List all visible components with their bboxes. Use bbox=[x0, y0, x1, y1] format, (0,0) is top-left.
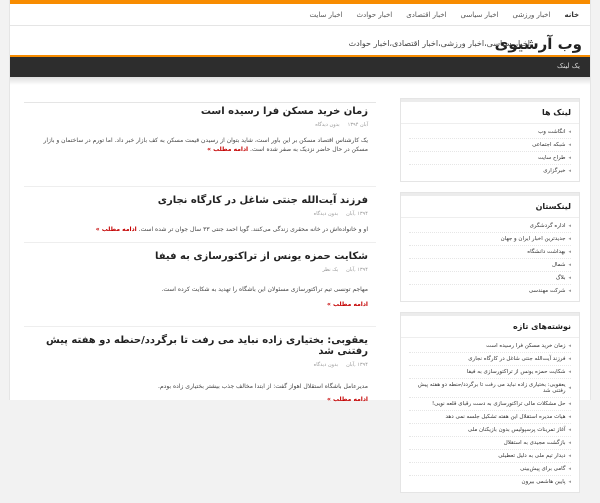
list-item[interactable] bbox=[409, 366, 571, 379]
post-item bbox=[24, 103, 376, 187]
widget-title: نوشته‌های تازه bbox=[401, 316, 579, 338]
arrow-icon: ◂ bbox=[568, 129, 571, 135]
widget-title: لینکستان bbox=[401, 196, 579, 218]
list-item-label: بلاگ bbox=[555, 275, 566, 281]
post-item bbox=[24, 243, 376, 327]
read-more-link[interactable]: ادامه مطلب » bbox=[95, 226, 137, 233]
post-date: ۱۳۹۴ ,آبان bbox=[346, 211, 368, 217]
post-item bbox=[24, 327, 376, 407]
arrow-icon: ◂ bbox=[568, 142, 571, 148]
post-date: ۱۳۹۴ ,آبان bbox=[346, 267, 368, 273]
arrow-icon: ◂ bbox=[568, 168, 571, 174]
nav-shadow bbox=[10, 77, 590, 85]
arrow-icon: ◂ bbox=[568, 155, 571, 161]
widget-title: لینک ها bbox=[401, 102, 579, 124]
list-item-label: بازگشت مجیدی به استقلال bbox=[503, 440, 566, 446]
widget-list bbox=[401, 218, 579, 301]
list-item[interactable] bbox=[409, 272, 571, 285]
mainnav-item-link[interactable]: یک لینک bbox=[556, 62, 580, 70]
widget-linkstan bbox=[400, 192, 580, 302]
post-date: آبان ۱۳۹۴ bbox=[347, 122, 368, 128]
list-item[interactable] bbox=[409, 463, 571, 476]
post-title[interactable]: زمان خرید مسکن فرا رسیده است bbox=[200, 106, 368, 117]
top-nav bbox=[10, 0, 590, 26]
list-item[interactable] bbox=[409, 379, 571, 398]
widget-recent-posts bbox=[400, 312, 580, 493]
post-excerpt-text: یک کارشناس اقتصاد مسکن بر این باور است، شاید بتوان از رسیدن قیمت مسکن به کف بازار خبر داد. اما تورم در ساختمان و بازار مسکن در حال حاضر نزدیک به صفر شده است. bbox=[43, 137, 368, 153]
list-item[interactable] bbox=[409, 165, 571, 177]
post-excerpt bbox=[32, 136, 368, 154]
arrow-icon: ◂ bbox=[568, 385, 571, 391]
list-item-label: حل مشکلات مالی تراکتورسازی به دست رقبای قلعه نویی! bbox=[431, 401, 566, 407]
arrow-icon: ◂ bbox=[568, 427, 571, 433]
post-comments[interactable]: یک نظر bbox=[322, 267, 339, 273]
post-meta bbox=[32, 362, 368, 368]
arrow-icon: ◂ bbox=[568, 236, 571, 242]
list-item-label: پایین هاشمی بیرون bbox=[521, 479, 566, 485]
read-more-row bbox=[32, 300, 368, 309]
list-item-label: اداره گردشگری bbox=[529, 223, 566, 229]
page-wrapper bbox=[9, 0, 591, 485]
topnav-item-incidents[interactable]: اخبار حوادث bbox=[356, 10, 393, 19]
post-date: ۱۳۹۴ ,آبان bbox=[346, 362, 368, 368]
list-item[interactable] bbox=[409, 285, 571, 297]
site-tagline: اخبار سیاسی،اخبار ورزشی،اخبار اقتصادی،اخبار حوادث bbox=[348, 39, 530, 48]
widget-list bbox=[401, 338, 579, 492]
post-excerpt-text: مهاجم تونسی تیم تراکتورسازی مسئولان این باشگاه را تهدید به شکایت کرده است. bbox=[161, 286, 368, 293]
list-item[interactable] bbox=[409, 246, 571, 259]
site-title[interactable]: وب آرشیوی bbox=[494, 35, 582, 53]
arrow-icon: ◂ bbox=[568, 466, 571, 472]
list-item[interactable] bbox=[409, 437, 571, 450]
list-item-label: فرزند آیت‌الله جنتی شاغل در کارگاه نجاری bbox=[468, 356, 566, 362]
sidebar bbox=[400, 98, 580, 503]
post-excerpt-text: مدیرعامل باشگاه استقلال اهواز گفت: از ابتدا مخالف جذب بیشتر بختیاری زاده بودم. bbox=[158, 383, 368, 390]
widget-list bbox=[401, 124, 579, 181]
topnav-item-site[interactable]: اخبار سایت bbox=[309, 10, 343, 19]
arrow-icon: ◂ bbox=[568, 453, 571, 459]
post-excerpt bbox=[32, 382, 368, 391]
arrow-icon: ◂ bbox=[568, 343, 571, 349]
list-item[interactable] bbox=[409, 259, 571, 272]
post-comments[interactable]: بدون دیدگاه bbox=[315, 122, 340, 128]
list-item-label: گامی برای پیش‌بینی bbox=[520, 466, 566, 472]
arrow-icon: ◂ bbox=[568, 414, 571, 420]
arrow-icon: ◂ bbox=[568, 440, 571, 446]
topnav-item-politics[interactable]: اخبار سیاسی bbox=[460, 10, 499, 19]
list-item-label: جدیدترین اخبار ایران و جهان bbox=[500, 236, 566, 242]
list-item[interactable] bbox=[409, 353, 571, 366]
list-item-label: بهداشت دانشگاه bbox=[527, 249, 566, 255]
list-item[interactable] bbox=[409, 476, 571, 488]
post-title[interactable]: شکایت حمزه یونس از تراکتورسازی به فیفا bbox=[154, 251, 368, 262]
topnav-item-sports[interactable]: اخبار ورزشی bbox=[512, 10, 551, 19]
list-item[interactable] bbox=[409, 139, 571, 152]
post-comments[interactable]: بدون دیدگاه bbox=[313, 362, 339, 368]
list-item-label: شمال bbox=[552, 262, 566, 268]
arrow-icon: ◂ bbox=[568, 401, 571, 407]
read-more-link[interactable]: ادامه مطلب » bbox=[327, 301, 368, 308]
list-item[interactable] bbox=[409, 340, 571, 353]
arrow-icon: ◂ bbox=[568, 262, 571, 268]
post-meta bbox=[32, 267, 368, 273]
widget-links bbox=[400, 98, 580, 182]
post-comments[interactable]: بدون دیدگاه bbox=[313, 211, 339, 217]
post-meta bbox=[32, 122, 368, 128]
post-excerpt bbox=[32, 285, 368, 294]
list-item[interactable] bbox=[409, 220, 571, 233]
post-title[interactable]: یعقوبی: بختیاری زاده نباید می رفت تا برگردد/حنطه دو هفته پیش رفتنی شد bbox=[45, 335, 368, 357]
topnav-item-home[interactable]: خانه bbox=[564, 10, 579, 19]
list-item-label: آغاز تمرینات پرسپولیس بدون بازیکنان ملی bbox=[467, 427, 566, 433]
arrow-icon: ◂ bbox=[568, 369, 571, 375]
arrow-icon: ◂ bbox=[568, 356, 571, 362]
list-item-label: هیات مدیره استقلال این هفته تشکیل جلسه نمی دهد bbox=[445, 414, 566, 420]
content-column bbox=[24, 102, 376, 407]
post-excerpt bbox=[32, 225, 368, 234]
main-nav bbox=[10, 55, 590, 77]
list-item-label: شکایت حمزه یونس از تراکتورسازی به فیفا bbox=[466, 369, 566, 375]
list-item-label: خبرگزاری bbox=[543, 168, 566, 174]
post-item bbox=[24, 187, 376, 243]
post-meta bbox=[32, 211, 368, 217]
list-item[interactable] bbox=[409, 411, 571, 424]
list-item-label: شرکت مهندسی bbox=[528, 288, 566, 294]
post-title[interactable]: فرزند آیت‌الله جنتی شاغل در کارگاه نجاری bbox=[157, 195, 368, 206]
list-item-label: دیدار تیم ملی به دلیل تعطیلی bbox=[498, 453, 566, 459]
arrow-icon: ◂ bbox=[568, 288, 571, 294]
list-item-label: شبکه اجتماعی bbox=[532, 142, 566, 148]
list-item-label: طراح سایت bbox=[538, 155, 566, 161]
arrow-icon: ◂ bbox=[568, 275, 571, 281]
list-item[interactable] bbox=[409, 450, 571, 463]
list-item[interactable] bbox=[409, 152, 571, 165]
list-item-label: زمان خرید مسکن فرا رسیده است bbox=[486, 343, 566, 349]
read-more-link[interactable]: ادامه مطلب » bbox=[327, 396, 368, 403]
read-more-link[interactable]: ادامه مطلب » bbox=[207, 146, 249, 153]
list-item-label: انگاشت وب bbox=[538, 129, 566, 135]
list-item[interactable] bbox=[409, 233, 571, 246]
list-item[interactable] bbox=[409, 126, 571, 139]
topnav-item-economy[interactable]: اخبار اقتصادی bbox=[406, 10, 447, 19]
list-item[interactable] bbox=[409, 424, 571, 437]
post-excerpt-text: او و خانواده‌اش در خانه محقری زندگی می‌کنند. گویا احمد جنتی ۳۳ سال جوان تر شده است. bbox=[138, 226, 368, 233]
arrow-icon: ◂ bbox=[568, 223, 571, 229]
arrow-icon: ◂ bbox=[568, 249, 571, 255]
arrow-icon: ◂ bbox=[568, 479, 571, 485]
list-item-label: یعقوبی: بختیاری زاده نباید می رفت تا برگردد/حنطه دو هفته پیش رفتنی شد bbox=[417, 382, 566, 394]
